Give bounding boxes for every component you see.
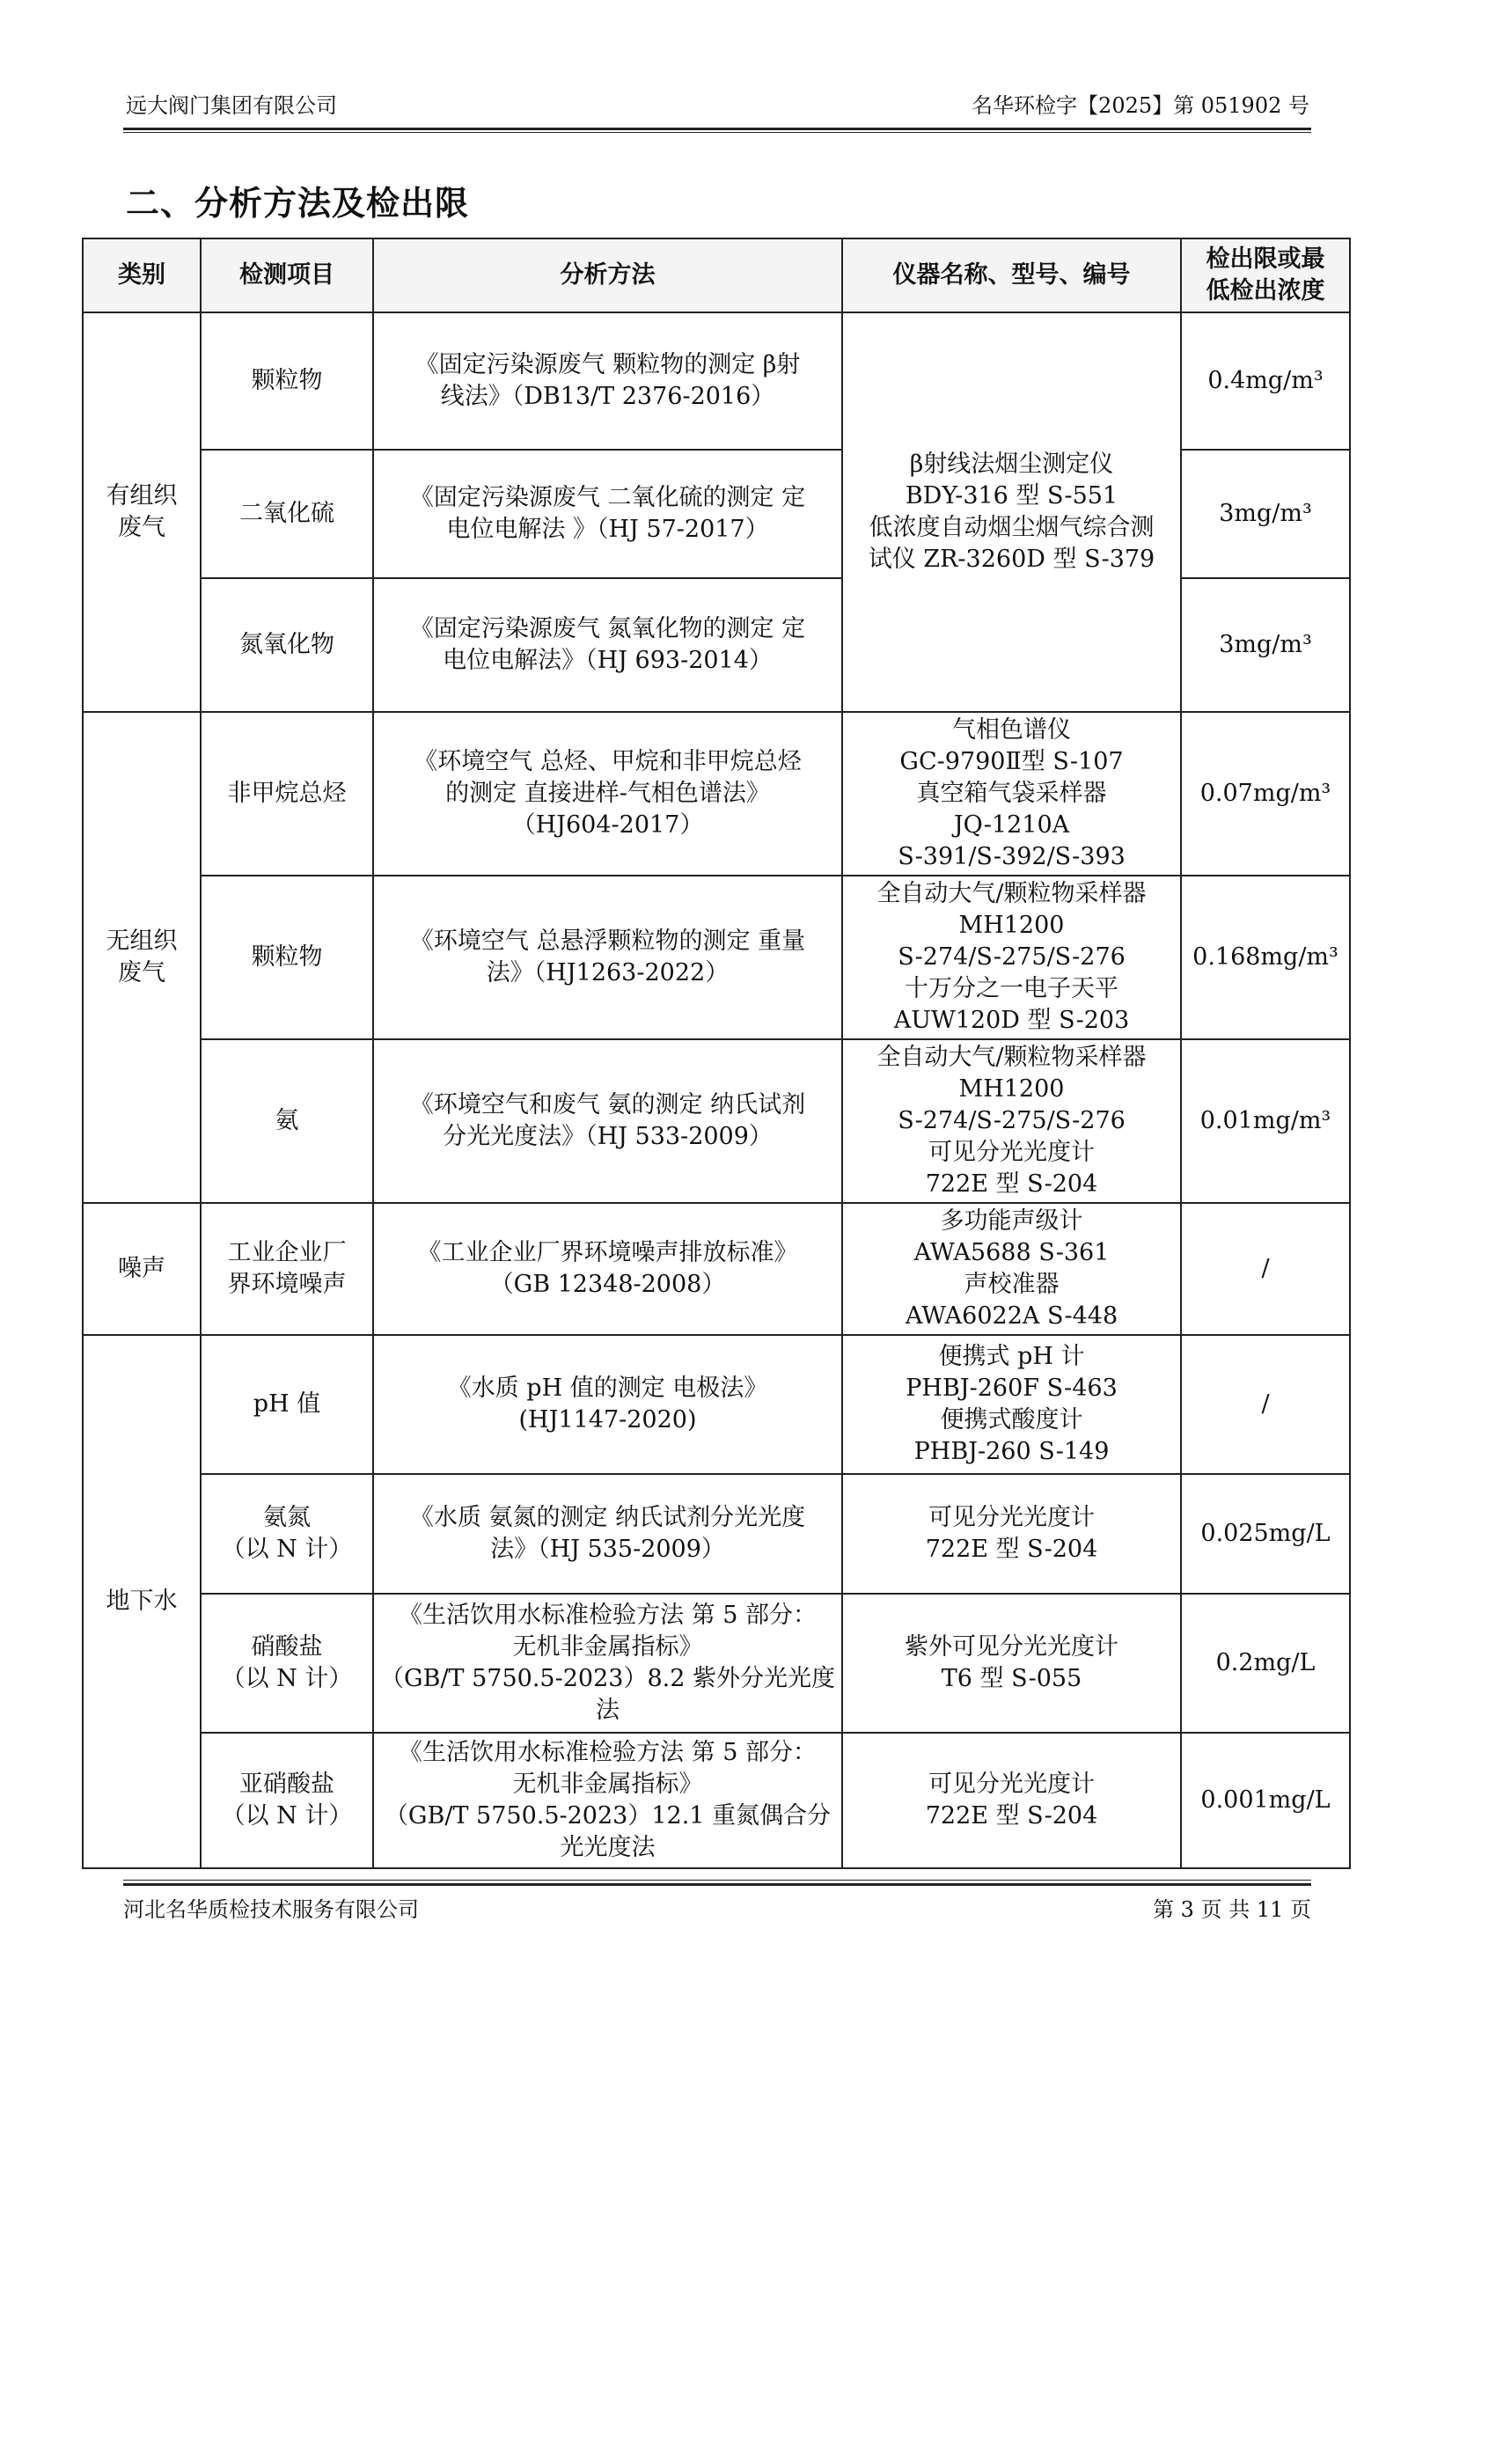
limit-cell: 0.07mg/m³ [1181, 712, 1350, 876]
method-cell: 《环境空气 总悬浮颗粒物的测定 重量 法》（HJ1263-2022） [373, 876, 842, 1039]
company-name: 远大阀门集团有限公司 [126, 93, 337, 118]
header-category: 类别 [83, 238, 201, 312]
limit-cell: 3mg/m³ [1181, 450, 1350, 578]
method-cell: 《固定污染源废气 颗粒物的测定 β射 线法》（DB13/T 2376-2016） [373, 312, 842, 450]
instrument-cell: 可见分光光度计 722E 型 S-204 [842, 1474, 1181, 1594]
table-row [83, 1594, 1350, 1733]
method-cell: 《工业企业厂界环境噪声排放标准》 （GB 12348-2008） [373, 1203, 842, 1335]
instrument-cell: 多功能声级计 AWA5688 S-361 声校准器 AWA6022A S-448 [842, 1203, 1181, 1335]
page-header [126, 88, 1309, 126]
table-row [83, 312, 1350, 450]
table-row [83, 1335, 1350, 1474]
method-cell: 《环境空气和废气 氨的测定 纳氏试剂 分光光度法》（HJ 533-2009） [373, 1039, 842, 1203]
table-row [83, 1474, 1350, 1594]
header-rule [123, 128, 1311, 130]
limit-cell: / [1181, 1335, 1350, 1474]
instrument-cell: 气相色谱仪 GC-9790Ⅱ型 S-107 真空箱气袋采样器 JQ-1210A S-391/S-392/S-393 [842, 712, 1181, 876]
item-cell: 亚硝酸盐 （以 N 计） [201, 1733, 373, 1868]
group-organized: 有组织 废气 [83, 312, 201, 712]
section-title: 二、分析方法及检出限 [126, 183, 470, 223]
instrument-cell: 全自动大气/颗粒物采样器 MH1200 S-274/S-275/S-276 十万分之一电子天平 AUW120D 型 S-203 [842, 876, 1181, 1039]
table-row [83, 712, 1350, 876]
header-method: 分析方法 [373, 238, 842, 312]
item-cell: 氨氮 （以 N 计） [201, 1474, 373, 1594]
instrument-cell: β射线法烟尘测定仪 BDY-316 型 S-551 低浓度自动烟尘烟气综合测 试仪 ZR-3260D 型 S-379 [842, 312, 1181, 712]
group-groundwater: 地下水 [83, 1335, 201, 1868]
limit-cell: / [1181, 1203, 1350, 1335]
report-number: 名华环检字【2025】第 051902 号 [972, 93, 1309, 118]
footer-rule [123, 1883, 1311, 1886]
header-item: 检测项目 [201, 238, 373, 312]
group-fugitive: 无组织 废气 [83, 712, 201, 1203]
header-limit: 检出限或最 低检出浓度 [1181, 238, 1350, 312]
footer-org: 河北名华质检技术服务有限公司 [123, 1897, 419, 1922]
limit-cell: 3mg/m³ [1181, 578, 1350, 712]
instrument-cell: 紫外可见分光光度计 T6 型 S-055 [842, 1594, 1181, 1733]
method-cell: 《环境空气 总烃、甲烷和非甲烷总烃 的测定 直接进样-气相色谱法》 （HJ604-2017） [373, 712, 842, 876]
table-row [83, 1203, 1350, 1335]
item-cell: 颗粒物 [201, 876, 373, 1039]
instrument-cell: 可见分光光度计 722E 型 S-204 [842, 1733, 1181, 1868]
limit-cell: 0.4mg/m³ [1181, 312, 1350, 450]
limit-cell: 0.01mg/m³ [1181, 1039, 1350, 1203]
limit-cell: 0.168mg/m³ [1181, 876, 1350, 1039]
instrument-cell: 便携式 pH 计 PHBJ-260F S-463 便携式酸度计 PHBJ-260 S-149 [842, 1335, 1181, 1474]
item-cell: pH 值 [201, 1335, 373, 1474]
table-row [83, 1733, 1350, 1868]
header-instrument: 仪器名称、型号、编号 [842, 238, 1181, 312]
method-cell: 《水质 氨氮的测定 纳氏试剂分光光度 法》（HJ 535-2009） [373, 1474, 842, 1594]
methods-table [82, 238, 1351, 1869]
page-number: 第 3 页 共 11 页 [1153, 1897, 1311, 1922]
item-cell: 颗粒物 [201, 312, 373, 450]
footer-rule-thin [123, 1880, 1311, 1881]
item-cell: 硝酸盐 （以 N 计） [201, 1594, 373, 1733]
table-row [83, 876, 1350, 1039]
method-cell: 《水质 pH 值的测定 电极法》 (HJ1147-2020) [373, 1335, 842, 1474]
item-cell: 非甲烷总烃 [201, 712, 373, 876]
method-cell: 《固定污染源废气 氮氧化物的测定 定 电位电解法》（HJ 693-2014） [373, 578, 842, 712]
item-cell: 二氧化硫 [201, 450, 373, 578]
group-noise: 噪声 [83, 1203, 201, 1335]
method-cell: 《固定污染源废气 二氧化硫的测定 定 电位电解法 》（HJ 57-2017） [373, 450, 842, 578]
instrument-cell: 全自动大气/颗粒物采样器 MH1200 S-274/S-275/S-276 可见分光光度计 722E 型 S-204 [842, 1039, 1181, 1203]
item-cell: 氮氧化物 [201, 578, 373, 712]
table-row [83, 1039, 1350, 1203]
limit-cell: 0.001mg/L [1181, 1733, 1350, 1868]
method-cell: 《生活饮用水标准检验方法 第 5 部分： 无机非金属指标》 （GB/T 5750.5-2023）12.1 重氮偶合分 光光度法 [373, 1733, 842, 1868]
limit-cell: 0.025mg/L [1181, 1474, 1350, 1594]
item-cell: 工业企业厂 界环境噪声 [201, 1203, 373, 1335]
table-header-row [83, 238, 1350, 312]
limit-cell: 0.2mg/L [1181, 1594, 1350, 1733]
item-cell: 氨 [201, 1039, 373, 1203]
page-footer [123, 1892, 1311, 1923]
method-cell: 《生活饮用水标准检验方法 第 5 部分： 无机非金属指标》 （GB/T 5750.5-2023）8.2 紫外分光光度 法 [373, 1594, 842, 1733]
header-rule-thin [123, 132, 1311, 133]
